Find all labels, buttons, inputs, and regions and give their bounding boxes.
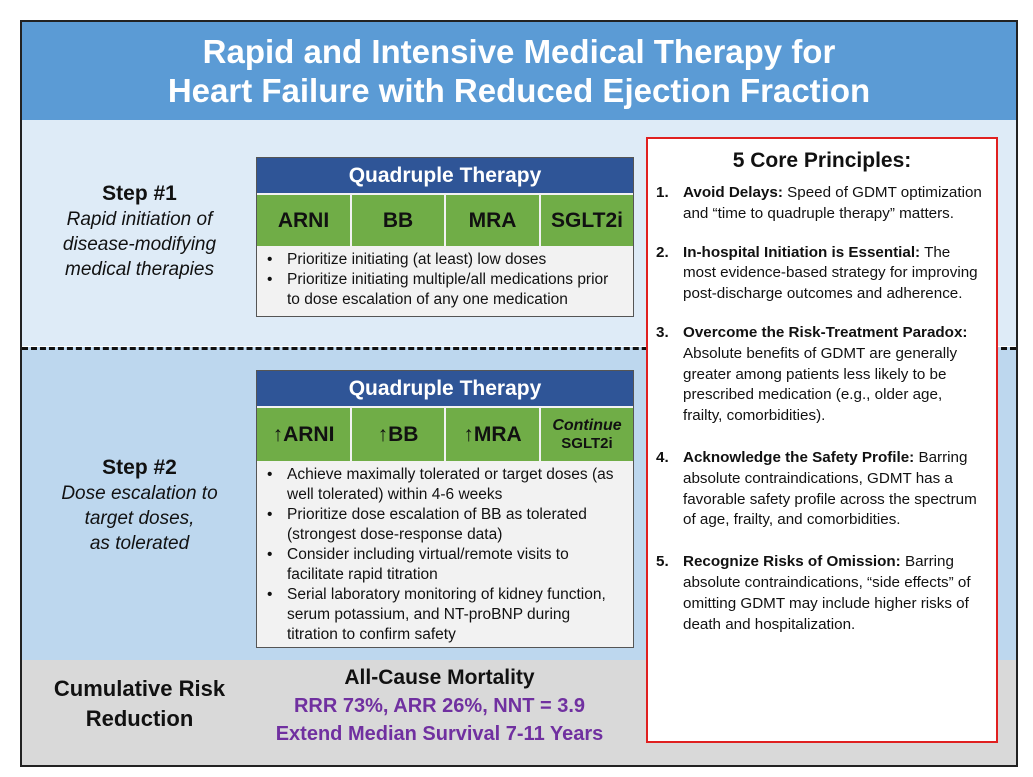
step2-desc-2: target doses, <box>84 508 195 529</box>
principle-text: Barring absolute contraindications, GDMT has a favorable safety profile across the spectrum of age, frailty, and comorbidities. <box>683 448 977 529</box>
step1-desc-3: medical therapies <box>65 259 214 280</box>
step2-box-title: Quadruple Therapy <box>257 371 633 406</box>
step1-bullet-2: • Prioritize initiating multiple/all medications prior to dose escalation of any one medication <box>265 270 625 310</box>
principle-heading: Avoid Delays: <box>683 184 783 201</box>
drug-mra-escalate: ↑MRA <box>446 406 541 461</box>
principle-heading: In-hospital Initiation is Essential: <box>683 243 921 261</box>
core-principles-box <box>646 137 998 743</box>
principle-text: Barring absolute contraindications, “side effects” of omitting GDMT may include higher risks of death and hospitalization. <box>683 553 971 633</box>
cumulative-label <box>22 674 257 734</box>
principle-number: 2. <box>656 243 669 261</box>
drug-bb: BB <box>352 193 446 246</box>
principle-text: Absolute benefits of GDMT are generally greater among patients less likely to be prescribed medication (e.g., older age, frailty, comorbidities). <box>683 344 958 425</box>
step2-desc-1: Dose escalation to <box>61 483 218 504</box>
step2-bullet-2: • Prioritize dose escalation of BB as tolerated (strongest dose-response data) <box>265 505 625 545</box>
continue-drug: SGLT2i <box>561 435 613 452</box>
principle-item <box>656 183 982 225</box>
principle-heading: Acknowledge the Safety Profile: <box>683 448 915 466</box>
principle-text: Speed of GDMT optimization and “time to quadruple therapy” matters. <box>683 184 982 222</box>
principle-heading: Overcome the Risk-Treatment Paradox: <box>683 323 968 341</box>
drug-arni-escalate: ↑ARNI <box>257 406 352 461</box>
principle-number: 5. <box>656 553 669 571</box>
step2-bullet-4: • Serial laboratory monitoring of kidney function, serum potassium, and NT-proBNP during titration to confirm safety <box>265 585 625 645</box>
step1-box-title: Quadruple Therapy <box>257 158 633 193</box>
step1-bullet-1: • Prioritize initiating (at least) low doses <box>265 250 625 270</box>
principle-item <box>656 243 982 305</box>
principle-item <box>656 323 982 427</box>
drug-sglt2i-continue <box>541 406 633 461</box>
drug-sglt2i: SGLT2i <box>541 193 633 246</box>
step1-title: Step #1 <box>102 182 177 205</box>
cumulative-label-1: Cumulative Risk <box>53 676 226 701</box>
principle-number: 3. <box>656 323 669 341</box>
mortality-title: All-Cause Mortality <box>344 666 535 689</box>
step1-label <box>22 180 257 282</box>
step2-label <box>22 454 257 556</box>
survival-extension: Extend Median Survival 7-11 Years <box>275 723 604 745</box>
step2-bullets <box>257 461 633 649</box>
step2-drug-row <box>257 406 633 461</box>
step1-therapy-box <box>256 157 634 317</box>
mortality-summary <box>237 664 642 748</box>
step1-drug-row <box>257 193 633 246</box>
principle-item <box>656 552 982 635</box>
principle-number: 1. <box>656 184 669 201</box>
principle-text: The most evidence-based strategy for improving post-discharge outcomes and adherence. <box>683 243 978 303</box>
title-banner <box>22 22 1016 120</box>
mortality-stats: RRR 73%, ARR 26%, NNT = 3.9 <box>293 695 585 717</box>
step1-desc-2: disease-modifying <box>62 234 217 255</box>
step2-title: Step #2 <box>102 456 177 479</box>
principles-title: 5 Core Principles: <box>732 149 912 172</box>
principle-item <box>656 448 982 531</box>
step2-desc-3: as tolerated <box>89 533 190 554</box>
drug-arni: ARNI <box>257 193 352 246</box>
step2-therapy-box <box>256 370 634 648</box>
drug-mra: MRA <box>446 193 541 246</box>
step1-bullets <box>257 246 633 314</box>
title-line-1: Rapid and Intensive Medical Therapy for <box>202 33 836 70</box>
principle-heading: Recognize Risks of Omission: <box>683 553 901 571</box>
step1-desc-1: Rapid initiation of <box>66 209 213 230</box>
title-line-2: Heart Failure with Reduced Ejection Fraction <box>167 72 871 109</box>
infographic-frame <box>20 20 1018 767</box>
step2-bullet-1: • Achieve maximally tolerated or target doses (as well tolerated) within 4-6 weeks <box>265 465 625 505</box>
continue-label: Continue <box>552 417 622 434</box>
drug-bb-escalate: ↑BB <box>352 406 446 461</box>
principle-number: 4. <box>656 448 669 466</box>
step2-bullet-3: • Consider including virtual/remote visits to facilitate rapid titration <box>265 545 625 585</box>
cumulative-label-2: Reduction <box>85 706 194 731</box>
